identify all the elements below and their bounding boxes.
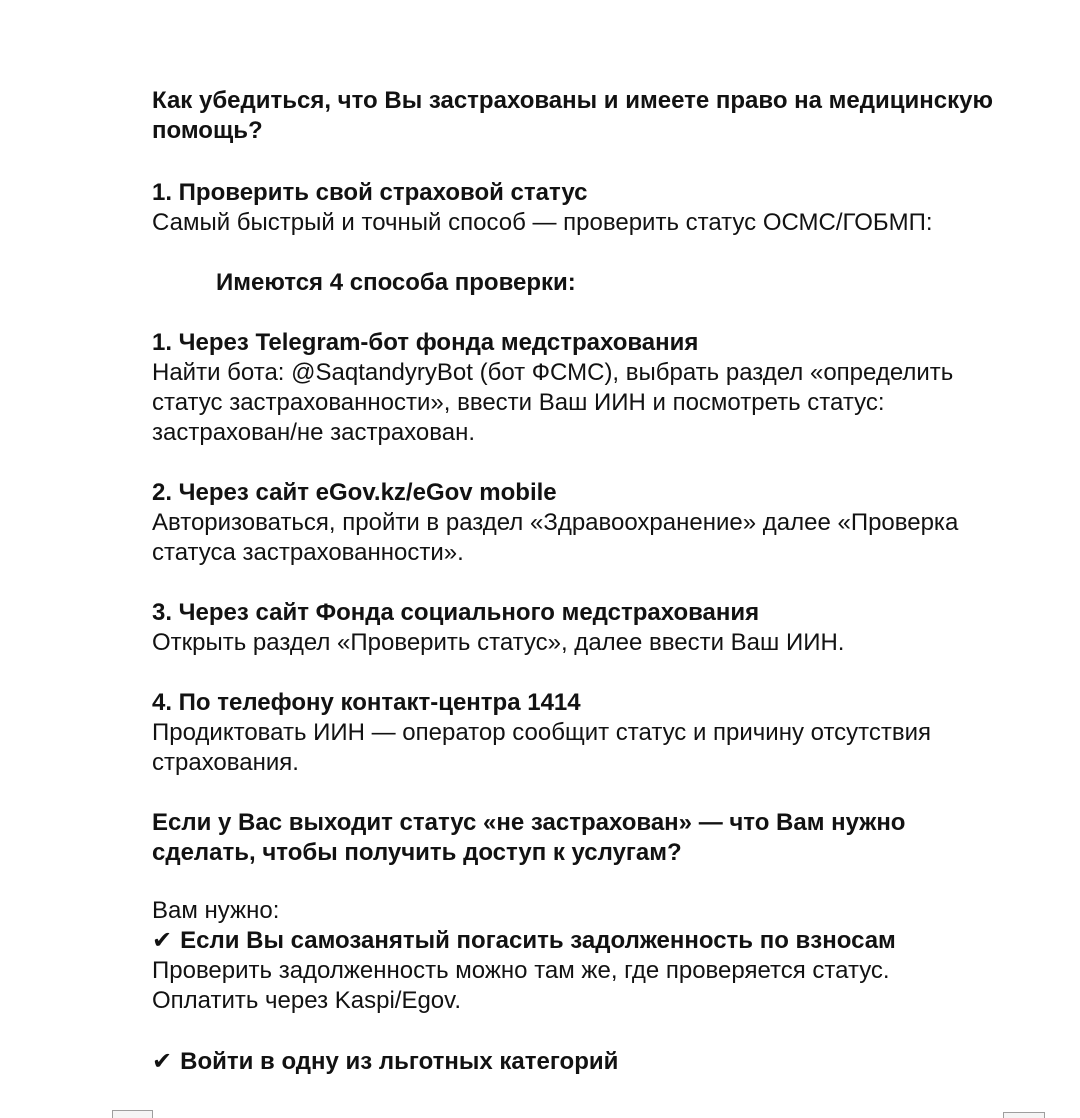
section1-subheading: Имеются 4 способа проверки: bbox=[216, 269, 576, 296]
method-telegram-bot bbox=[152, 328, 1012, 448]
method-body: Открыть раздел «Проверить статус», далее ввести Ваш ИИН. bbox=[152, 629, 845, 656]
method-phone-1414 bbox=[152, 688, 1012, 778]
check-item-body-line: Оплатить через Kaspi/Egov. bbox=[152, 987, 462, 1014]
section1-body: Самый быстрый и точный способ — проверить статус ОСМС/ГОБМП: bbox=[152, 209, 933, 236]
method-heading: 3. Через сайт Фонда социального медстрахования bbox=[152, 599, 760, 626]
check-item-privileged-category bbox=[152, 1047, 1012, 1077]
check-item-heading-line bbox=[152, 1047, 1012, 1077]
partial-table-cell-right bbox=[1003, 1112, 1045, 1118]
check-item-selfemployed bbox=[152, 926, 1012, 1016]
document-content bbox=[152, 86, 1012, 1077]
method-heading: 4. По телефону контакт-центра 1414 bbox=[152, 689, 581, 716]
check-item-body-line: Проверить задолженность можно там же, где проверяется статус. bbox=[152, 957, 890, 984]
method-body: Авторизоваться, пройти в раздел «Здравоохранение» далее «Проверка статуса застрахованности». bbox=[152, 509, 959, 566]
checkmark-icon: ✔ bbox=[152, 927, 173, 954]
check-item-heading-line bbox=[152, 926, 1012, 956]
method-fund-site bbox=[152, 598, 1012, 658]
method-heading: 2. Через сайт eGov.kz/eGov mobile bbox=[152, 479, 557, 506]
check-item-heading: Войти в одну из льготных категорий bbox=[180, 1048, 619, 1075]
check-item-heading: Если Вы самозанятый погасить задолженность по взносам bbox=[180, 927, 896, 954]
method-heading: 1. Через Telegram-бот фонда медстрахования bbox=[152, 329, 699, 356]
partial-table-cell-left bbox=[112, 1110, 153, 1118]
method-body: Продиктовать ИИН — оператор сообщит статус и причину отсутствия страхования. bbox=[152, 719, 932, 776]
section2-intro: Вам нужно: bbox=[152, 897, 280, 924]
section1-heading: 1. Проверить свой страховой статус bbox=[152, 179, 588, 206]
document-title: Как убедиться, что Вы застрахованы и имеете право на медицинскую помощь? bbox=[152, 87, 993, 144]
section-check-status bbox=[152, 178, 1012, 298]
section-not-insured bbox=[152, 808, 1012, 1077]
method-body: Найти бота: @SaqtandyryBot (бот ФСМС), выбрать раздел «определить статус застрахованности», ввести Ваш ИИН и посмотреть статус: застрахован/не застрахован. bbox=[152, 359, 954, 446]
checkmark-icon: ✔ bbox=[152, 1048, 173, 1075]
section2-heading: Если у Вас выходит статус «не застрахован» — что Вам нужно сделать, чтобы получить доступ к услугам? bbox=[152, 809, 906, 866]
method-egov-site bbox=[152, 478, 1012, 568]
